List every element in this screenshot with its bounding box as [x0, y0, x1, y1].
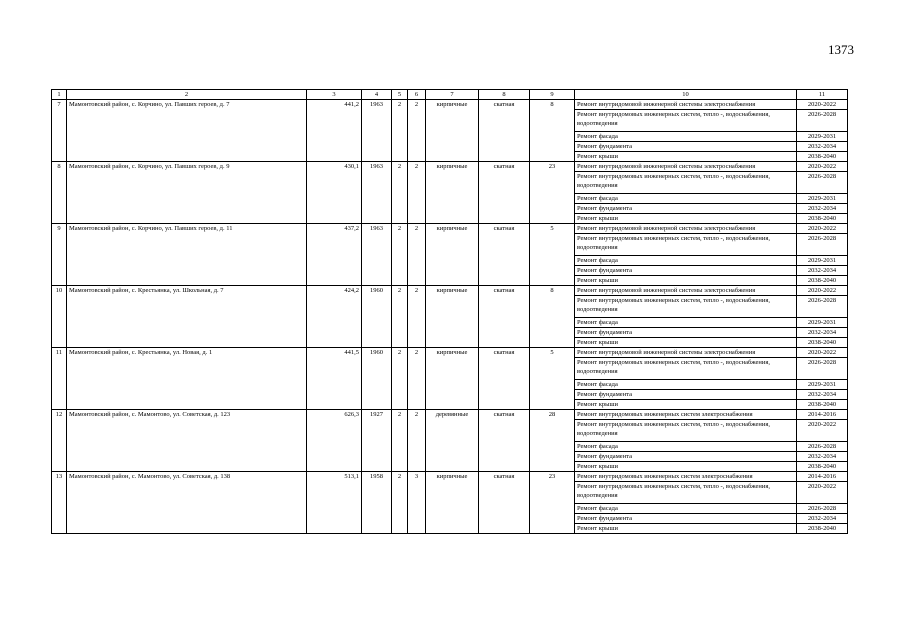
apartments-cell: 5 — [530, 348, 575, 410]
apartments-cell: 28 — [530, 410, 575, 472]
column-number-row — [52, 90, 848, 100]
apartments-cell: 8 — [530, 100, 575, 162]
period-cell: 2020-2022 — [797, 420, 848, 442]
area-cell: 424,2 — [307, 286, 362, 348]
roof-type-cell: скатная — [479, 410, 530, 472]
period-cell: 2029-2031 — [797, 256, 848, 266]
apartments-cell: 23 — [530, 162, 575, 224]
entrances-cell: 3 — [408, 472, 426, 534]
address-cell: Мамонтовский район, с. Корчино, ул. Павших героев, д. 11 — [67, 224, 307, 286]
period-cell: 2029-2031 — [797, 380, 848, 390]
period-cell: 2038-2040 — [797, 338, 848, 348]
address-cell: Мамонтовский район, с. Мамонтово, ул. Советская, д. 123 — [67, 410, 307, 472]
work-type-cell: Ремонт внутридомовых инженерных систем электроснабжения — [575, 410, 797, 420]
work-type-cell: Ремонт крыши — [575, 214, 797, 224]
period-cell: 2032-2034 — [797, 390, 848, 400]
work-type-cell: Ремонт крыши — [575, 462, 797, 472]
work-type-cell: Ремонт крыши — [575, 152, 797, 162]
year-cell: 1958 — [362, 472, 392, 534]
apartments-cell: 5 — [530, 224, 575, 286]
roof-type-cell: скатная — [479, 224, 530, 286]
work-type-cell: Ремонт фасада — [575, 380, 797, 390]
address-cell: Мамонтовский район, с. Крестьянка, ул. Новая, д. 1 — [67, 348, 307, 410]
floors-cell: 2 — [392, 410, 408, 472]
period-cell: 2020-2022 — [797, 482, 848, 504]
year-cell: 1963 — [362, 100, 392, 162]
work-type-cell: Ремонт фасада — [575, 318, 797, 328]
year-cell: 1963 — [362, 224, 392, 286]
work-type-cell: Ремонт фасада — [575, 132, 797, 142]
period-cell: 2032-2034 — [797, 452, 848, 462]
column-number: 2 — [67, 90, 307, 100]
wall-material-cell: деревянные — [426, 410, 479, 472]
table-row — [52, 224, 848, 234]
period-cell: 2026-2028 — [797, 110, 848, 132]
apartments-cell: 8 — [530, 286, 575, 348]
table-row — [52, 410, 848, 420]
entrances-cell: 2 — [408, 348, 426, 410]
work-type-cell: Ремонт крыши — [575, 400, 797, 410]
period-cell: 2032-2034 — [797, 204, 848, 214]
work-type-cell: Ремонт внутридомовой инженерной системы электроснабжения — [575, 348, 797, 358]
column-number: 5 — [392, 90, 408, 100]
entrances-cell: 2 — [408, 286, 426, 348]
house-number-cell: 7 — [52, 100, 67, 162]
column-number: 3 — [307, 90, 362, 100]
period-cell: 2029-2031 — [797, 318, 848, 328]
work-type-cell: Ремонт фасада — [575, 442, 797, 452]
entrances-cell: 2 — [408, 410, 426, 472]
work-type-cell: Ремонт фундамента — [575, 142, 797, 152]
work-type-cell: Ремонт фундамента — [575, 452, 797, 462]
work-type-cell: Ремонт фундамента — [575, 266, 797, 276]
column-number: 9 — [530, 90, 575, 100]
period-cell: 2038-2040 — [797, 400, 848, 410]
period-cell: 2026-2028 — [797, 296, 848, 318]
work-type-cell: Ремонт фасада — [575, 256, 797, 266]
area-cell: 626,3 — [307, 410, 362, 472]
work-type-cell: Ремонт внутридомовой инженерной системы электроснабжения — [575, 162, 797, 172]
period-cell: 2026-2028 — [797, 442, 848, 452]
house-number-cell: 13 — [52, 472, 67, 534]
table-row — [52, 472, 848, 482]
table-row — [52, 286, 848, 296]
work-type-cell: Ремонт внутридомовых инженерных систем электроснабжения — [575, 472, 797, 482]
year-cell: 1960 — [362, 286, 392, 348]
area-cell: 441,5 — [307, 348, 362, 410]
table-body — [52, 90, 848, 534]
period-cell: 2020-2022 — [797, 224, 848, 234]
floors-cell: 2 — [392, 348, 408, 410]
wall-material-cell: кирпичные — [426, 348, 479, 410]
house-number-cell: 11 — [52, 348, 67, 410]
period-cell: 2038-2040 — [797, 462, 848, 472]
period-cell: 2020-2022 — [797, 286, 848, 296]
area-cell: 437,2 — [307, 224, 362, 286]
period-cell: 2038-2040 — [797, 152, 848, 162]
period-cell: 2020-2022 — [797, 162, 848, 172]
column-number: 8 — [479, 90, 530, 100]
work-type-cell: Ремонт фундамента — [575, 514, 797, 524]
wall-material-cell: кирпичные — [426, 472, 479, 534]
work-type-cell: Ремонт крыши — [575, 524, 797, 534]
area-cell: 441,2 — [307, 100, 362, 162]
roof-type-cell: скатная — [479, 472, 530, 534]
period-cell: 2026-2028 — [797, 172, 848, 194]
table-row — [52, 162, 848, 172]
period-cell: 2038-2040 — [797, 214, 848, 224]
floors-cell: 2 — [392, 286, 408, 348]
period-cell: 2020-2022 — [797, 348, 848, 358]
column-number: 6 — [408, 90, 426, 100]
work-type-cell: Ремонт внутридомовых инженерных систем, тепло -, водоснабжения, водоотведения — [575, 172, 797, 194]
year-cell: 1960 — [362, 348, 392, 410]
area-cell: 513,1 — [307, 472, 362, 534]
apartments-cell: 23 — [530, 472, 575, 534]
address-cell: Мамонтовский район, с. Корчино, ул. Павших героев, д. 7 — [67, 100, 307, 162]
wall-material-cell: кирпичные — [426, 224, 479, 286]
repair-schedule-table — [51, 89, 848, 534]
work-type-cell: Ремонт фундамента — [575, 390, 797, 400]
year-cell: 1963 — [362, 162, 392, 224]
wall-material-cell: кирпичные — [426, 100, 479, 162]
floors-cell: 2 — [392, 224, 408, 286]
house-number-cell: 9 — [52, 224, 67, 286]
period-cell: 2038-2040 — [797, 524, 848, 534]
column-number: 4 — [362, 90, 392, 100]
wall-material-cell: кирпичные — [426, 286, 479, 348]
work-type-cell: Ремонт крыши — [575, 276, 797, 286]
floors-cell: 2 — [392, 472, 408, 534]
house-number-cell: 10 — [52, 286, 67, 348]
work-type-cell: Ремонт внутридомовых инженерных систем, тепло -, водоснабжения, водоотведения — [575, 420, 797, 442]
work-type-cell: Ремонт фундамента — [575, 328, 797, 338]
entrances-cell: 2 — [408, 100, 426, 162]
period-cell: 2032-2034 — [797, 266, 848, 276]
work-type-cell: Ремонт фасада — [575, 194, 797, 204]
work-type-cell: Ремонт крыши — [575, 338, 797, 348]
floors-cell: 2 — [392, 100, 408, 162]
column-number: 11 — [797, 90, 848, 100]
work-type-cell: Ремонт внутридомовой инженерной системы электроснабжения — [575, 224, 797, 234]
roof-type-cell: скатная — [479, 348, 530, 410]
year-cell: 1927 — [362, 410, 392, 472]
period-cell: 2032-2034 — [797, 514, 848, 524]
work-type-cell: Ремонт внутридомовых инженерных систем, тепло -, водоснабжения, водоотведения — [575, 234, 797, 256]
roof-type-cell: скатная — [479, 100, 530, 162]
period-cell: 2026-2028 — [797, 358, 848, 380]
period-cell: 2029-2031 — [797, 194, 848, 204]
house-number-cell: 8 — [52, 162, 67, 224]
work-type-cell: Ремонт внутридомовой инженерной системы электроснабжения — [575, 286, 797, 296]
work-type-cell: Ремонт внутридомовых инженерных систем, тепло -, водоснабжения, водоотведения — [575, 358, 797, 380]
work-type-cell: Ремонт внутридомовых инженерных систем, тепло -, водоснабжения, водоотведения — [575, 110, 797, 132]
period-cell: 2026-2028 — [797, 234, 848, 256]
page-number: 1373 — [828, 42, 854, 57]
period-cell: 2038-2040 — [797, 276, 848, 286]
address-cell: Мамонтовский район, с. Корчино, ул. Павших героев, д. 9 — [67, 162, 307, 224]
work-type-cell: Ремонт фасада — [575, 504, 797, 514]
period-cell: 2014-2016 — [797, 472, 848, 482]
entrances-cell: 2 — [408, 162, 426, 224]
work-type-cell: Ремонт фундамента — [575, 204, 797, 214]
work-type-cell: Ремонт внутридомовой инженерной системы электроснабжения — [575, 100, 797, 110]
area-cell: 430,1 — [307, 162, 362, 224]
period-cell: 2026-2028 — [797, 504, 848, 514]
floors-cell: 2 — [392, 162, 408, 224]
work-type-cell: Ремонт внутридомовых инженерных систем, тепло -, водоснабжения, водоотведения — [575, 296, 797, 318]
work-type-cell: Ремонт внутридомовых инженерных систем, тепло -, водоснабжения, водоотведения — [575, 482, 797, 504]
roof-type-cell: скатная — [479, 286, 530, 348]
period-cell: 2032-2034 — [797, 142, 848, 152]
period-cell: 2029-2031 — [797, 132, 848, 142]
period-cell: 2032-2034 — [797, 328, 848, 338]
period-cell: 2014-2016 — [797, 410, 848, 420]
entrances-cell: 2 — [408, 224, 426, 286]
table-row — [52, 100, 848, 110]
column-number: 10 — [575, 90, 797, 100]
wall-material-cell: кирпичные — [426, 162, 479, 224]
column-number: 7 — [426, 90, 479, 100]
roof-type-cell: скатная — [479, 162, 530, 224]
table-row — [52, 348, 848, 358]
column-number: 1 — [52, 90, 67, 100]
address-cell: Мамонтовский район, с. Крестьянка, ул. Школьная, д. 7 — [67, 286, 307, 348]
house-number-cell: 12 — [52, 410, 67, 472]
address-cell: Мамонтовский район, с. Мамонтово, ул. Советская, д. 138 — [67, 472, 307, 534]
period-cell: 2020-2022 — [797, 100, 848, 110]
